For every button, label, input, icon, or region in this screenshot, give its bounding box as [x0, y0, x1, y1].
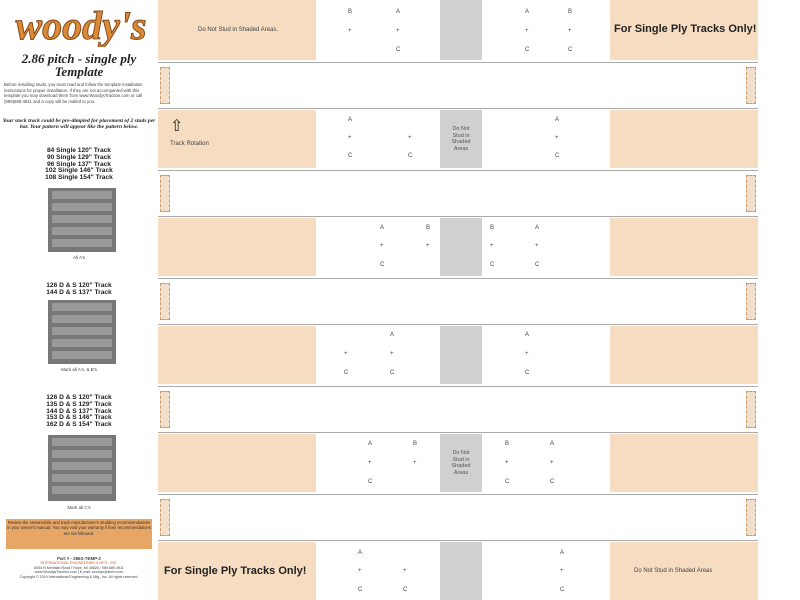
track-list-1: 84 Single 120" Track 90 Single 129" Track 96 Single 137" Track 102 Single 146" Track 108 Single 154" Track	[45, 147, 113, 182]
caption-2: Mark all A's, & B's	[61, 367, 97, 372]
do-not-stud-stack: Do Not Stud in Shaded Areas	[451, 126, 471, 152]
stud-row-3: A B + + C B A + + C C	[158, 218, 758, 276]
track-pattern-image-3	[48, 435, 116, 501]
intro-text: Before installing studs, you must read and follow the template installation instructions for proper installation. If they are not accompanied with this template you may download them from www.WoodysTraction.com or call (989)689-4911 and a copy will be mailed to you.	[4, 82, 143, 104]
shaded-area	[440, 542, 482, 600]
track-band-3	[158, 278, 758, 325]
svg-text:woody's: woody's	[15, 3, 147, 47]
single-ply-label: For Single Ply Tracks Only!	[614, 23, 757, 35]
track-list-2: 126 D & S 120" Track 144 D & S 137" Track	[46, 282, 112, 296]
track-pattern-image-1	[48, 188, 116, 252]
stud-row-2: ⇧ Track Rotation A + + C C Do Not Stud in Shaded Areas A + C	[158, 110, 758, 168]
do-not-stud-stack: Do Not Stud in Shaded Areas	[451, 450, 471, 476]
stud-row-6: For Single Ply Tracks Only! A + + C C A + C Do Not Stud in Shaded Areas	[158, 542, 758, 600]
caption-3: Mark all C's	[67, 505, 91, 510]
pre-dimple-notice: Your stock track could be pre-dimpled for placement of 2 studs per bar. Your pattern will appear like the pattern below.	[2, 118, 156, 131]
track-list-3: 126 D & S 120" Track 135 D & S 129" Track 144 D & S 137" Track 153 D & S 146" Track 162 D & S 154" Track	[46, 394, 112, 429]
shaded-area	[440, 218, 482, 276]
track-pattern-image-2	[48, 300, 116, 364]
stud-row-5: A B + + C Do Not Stud in Shaded Areas B A + + C C	[158, 434, 758, 492]
warning-box: Review the snowmobile and track manufacturer's studding recommendations in your owner's manual. You may void your warranty if their recommendations are not followed.	[6, 519, 152, 549]
track-rotation-label: Track Rotation	[170, 141, 209, 147]
page-title: 2.86 pitch - single ply Template	[21, 51, 137, 79]
footer: Part # - 286S-TEMP-2 INTERNATIONAL ENGINEERING & MFG., INC. 6054 N Meridian Road / Hope, MI 48628 / 989-689-4911 www.WoodysTraction.com | E-mail: woodys@ieem.com Copyright © 2019 International Engineering & Mfg., Inc. All rights reserved.	[19, 556, 139, 579]
single-ply-label: For Single Ply Tracks Only!	[164, 565, 307, 577]
stud-row-4: A + + C C A + C	[158, 326, 758, 384]
shaded-area	[440, 326, 482, 384]
instruction-panel	[0, 0, 158, 600]
track-band-5	[158, 494, 758, 541]
up-arrow-icon: ⇧	[170, 118, 184, 135]
caption-1: All A's	[72, 255, 86, 260]
stud-row-1: Do Not Stud in Shaded Areas. B A + + C A B + + C C For Single Ply Tracks Only!	[158, 0, 758, 60]
track-band-2	[158, 170, 758, 217]
do-not-stud-label: Do Not Stud in Shaded Areas.	[198, 27, 279, 33]
track-band-1	[158, 62, 758, 109]
shaded-area	[440, 0, 482, 60]
track-band-4	[158, 386, 758, 433]
woodys-logo	[8, 3, 154, 47]
do-not-stud-label: Do Not Stud in Shaded Areas	[634, 568, 713, 574]
